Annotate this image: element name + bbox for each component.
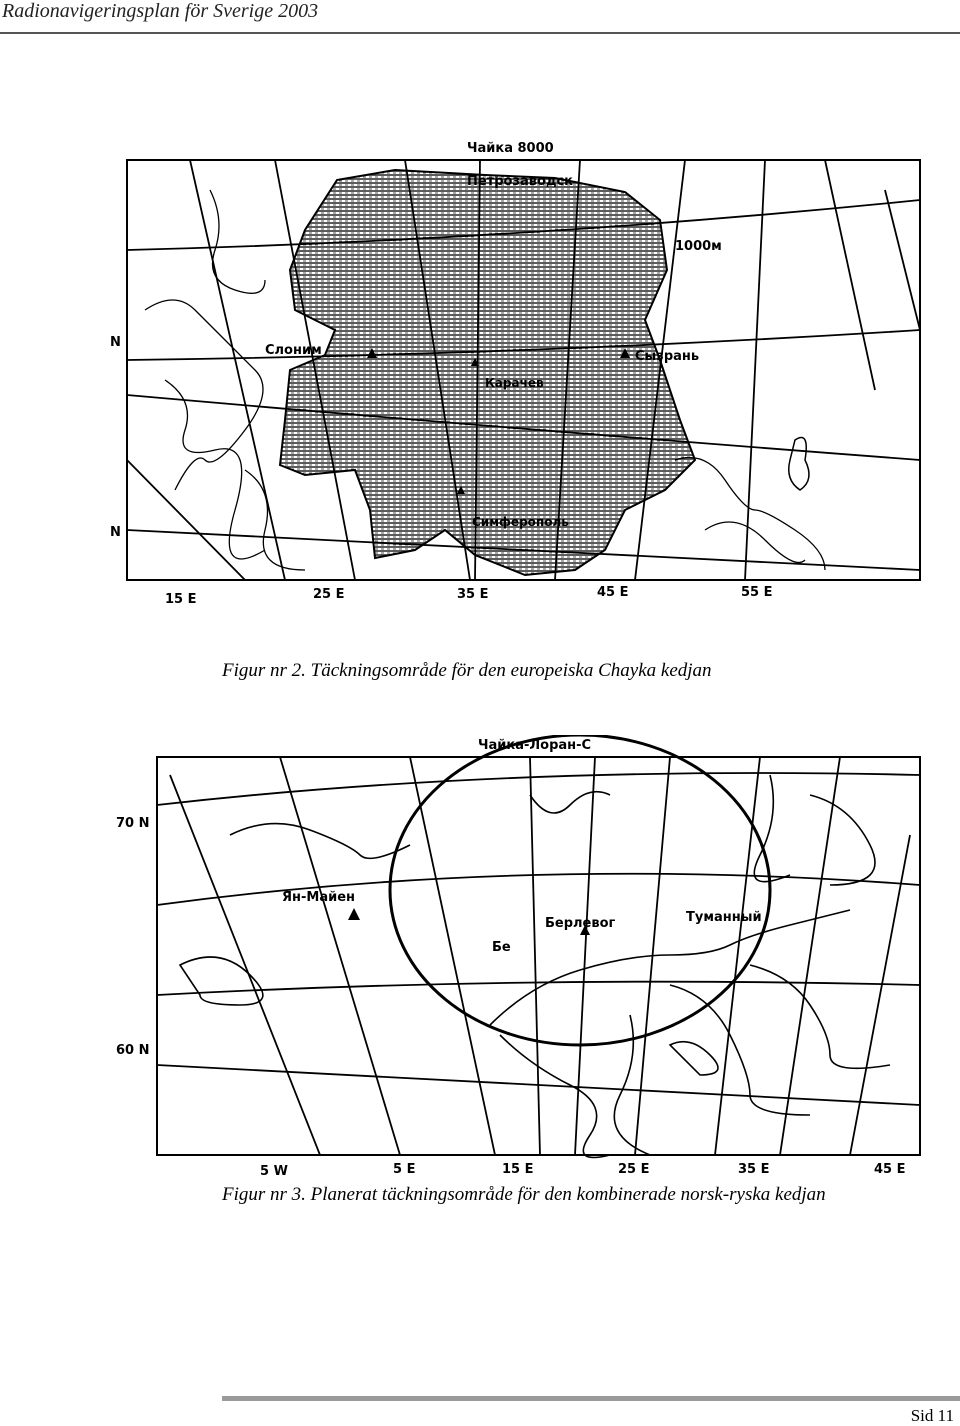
figure2-map	[105, 130, 925, 610]
lake-shape	[789, 438, 809, 491]
label-syzran: Сызрань	[635, 349, 700, 364]
figure3-map	[110, 735, 925, 1180]
lon-label-25e: 25 E	[313, 587, 345, 602]
label-petrozavodsk: Петрозаводск	[467, 174, 573, 189]
label-tumanny: Туманный	[686, 910, 762, 925]
label-jan-mayen: Ян-Майен	[282, 890, 356, 905]
label-karachev: Карачев	[485, 376, 544, 390]
label-range: 1000м	[675, 239, 722, 254]
station-marker-jan-mayen	[348, 908, 360, 920]
figure2-title: Чайка 8000	[467, 141, 554, 156]
lat-label-south: N	[110, 525, 121, 540]
lon-label-35e: 35 E	[738, 1162, 770, 1177]
label-slonim: Слоним	[265, 343, 322, 358]
lon-label-55e: 55 E	[741, 585, 773, 600]
page-number: Sid 11	[910, 1406, 954, 1425]
figure2-map-drawing	[105, 130, 925, 610]
footer-rule	[222, 1396, 960, 1401]
lon-label-5w: 5 W	[260, 1164, 288, 1179]
figure3-map-drawing	[110, 735, 925, 1180]
figure3-caption: Figur nr 3. Planerat täckningsområde för den kombinerade norsk-ryska kedjan	[222, 1184, 826, 1205]
page-header	[0, 0, 960, 34]
lon-label-25e: 25 E	[618, 1162, 650, 1177]
label-berlevag: Берлевог	[545, 916, 616, 931]
label-simferopol: Симферополь	[472, 515, 569, 529]
lon-label-15e: 15 E	[502, 1162, 534, 1177]
label-be: Бе	[492, 940, 511, 955]
lon-label-35e: 35 E	[457, 587, 489, 602]
figure3-title: Чайка-Лоран-С	[478, 738, 592, 753]
lat-label-60n: 60 N	[116, 1043, 150, 1058]
lat-label-north: N	[110, 335, 121, 350]
lon-label-45e: 45 E	[874, 1162, 906, 1177]
lon-label-15e: 15 E	[165, 592, 197, 607]
lon-label-5e: 5 E	[393, 1162, 416, 1177]
lat-label-70n: 70 N	[116, 816, 150, 831]
lon-label-45e: 45 E	[597, 585, 629, 600]
document-title: Radionavigeringsplan för Sverige 2003	[2, 0, 319, 22]
figure2-caption: Figur nr 2. Täckningsområde för den europeiska Chayka kedjan	[222, 660, 712, 681]
header-rule	[0, 32, 960, 34]
